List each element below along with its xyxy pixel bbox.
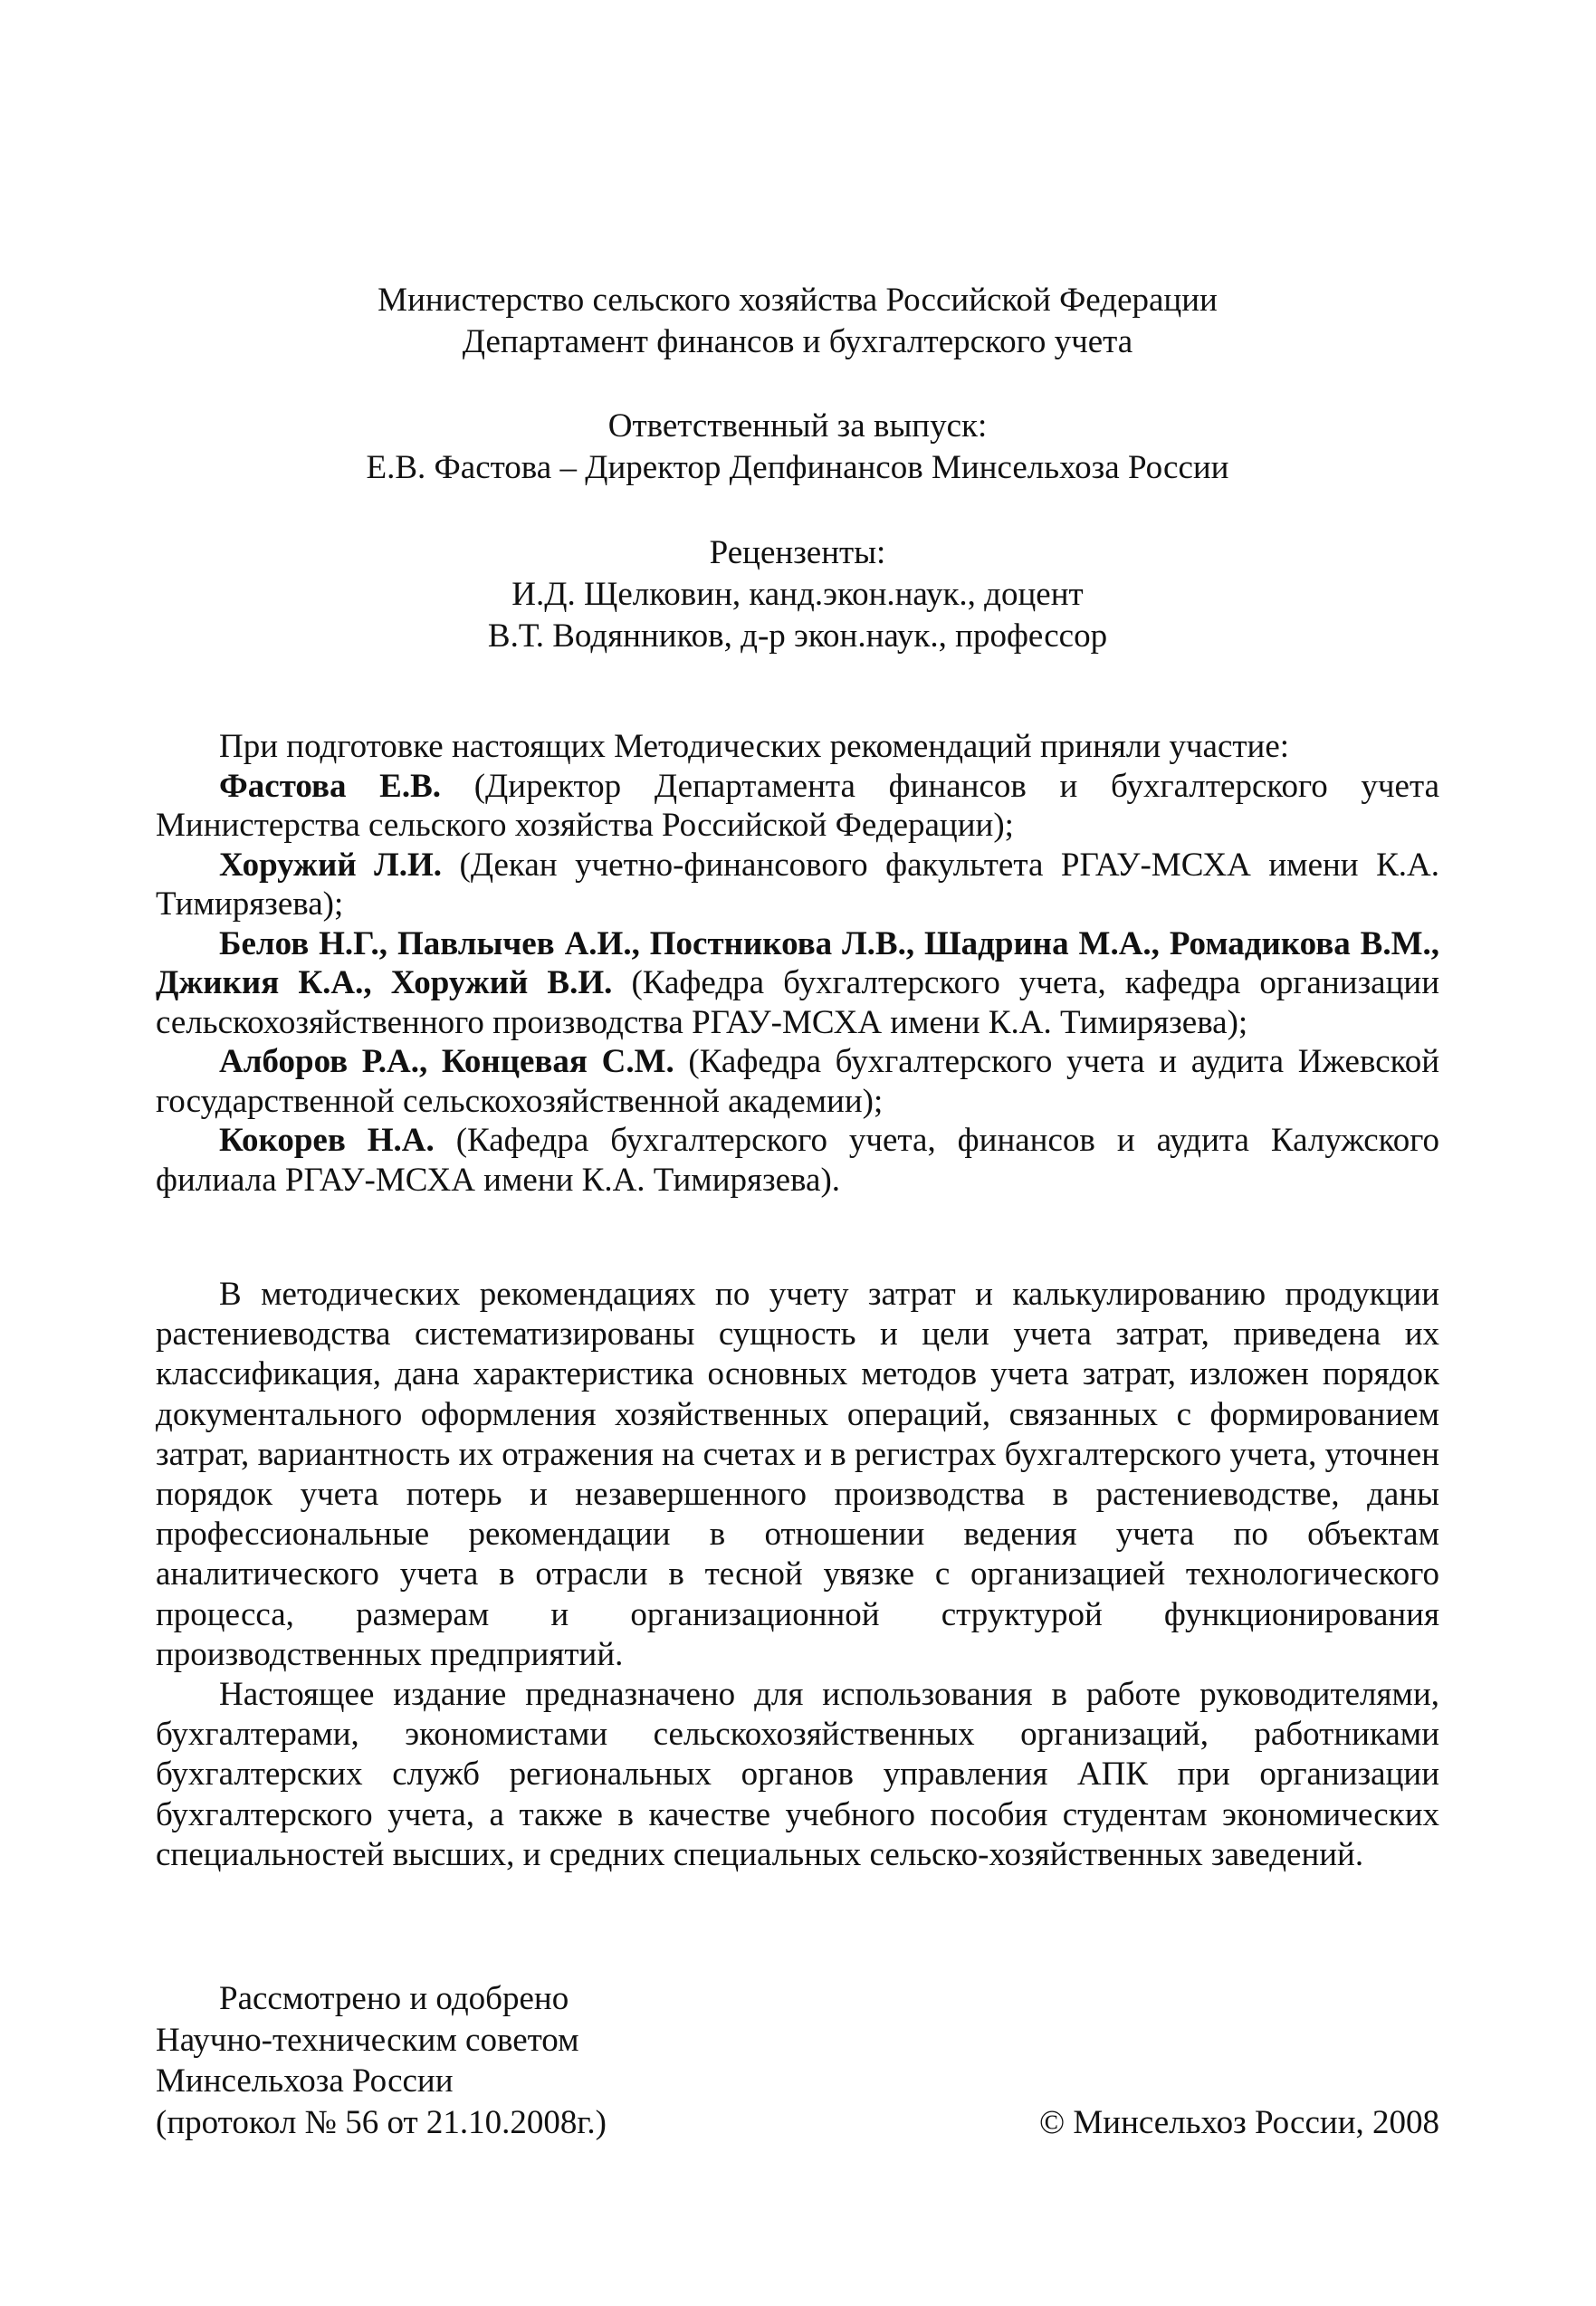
reviewer-1: И.Д. Щелковин, канд.экон.наук., доцент <box>511 576 1084 613</box>
ministry-header <box>156 280 1439 363</box>
participant-affiliation: (Декан учетно-финансового факультета РГАУ-МСХА имени К.А. Тимирязева); <box>156 846 1439 923</box>
summary-block <box>156 1275 1439 1875</box>
participants-block <box>156 727 1439 1200</box>
participant-names: Белов Н.Г., Павлычев А.И., Постникова Л.В., Шадрина М.А., Ромадикова В.М., Джикия К.А., Хоружий В.И. <box>156 924 1439 1001</box>
participant-affiliation: (Директор Департамента финансов и бухгалтерского учета Министерства сельского хозяйства Российской Федерации); <box>156 767 1439 844</box>
participant-entry <box>156 767 1439 846</box>
participant-entry <box>156 846 1439 924</box>
participant-affiliation: (Кафедра бухгалтерского учета и аудита Ижевской государственной сельскохозяйственной академии); <box>156 1043 1440 1120</box>
approval-line-4: (протокол № 56 от 21.10.2008г.) <box>156 2103 607 2141</box>
participant-entry <box>156 1121 1439 1200</box>
reviewers-title: Рецензенты: <box>709 534 886 571</box>
copyright-notice: © Минсельхоз России, 2008 <box>1039 2103 1439 2141</box>
ministry-name: Министерство сельского хозяйства Российской Федерации <box>377 282 1218 319</box>
summary-paragraph-2: Настоящее издание предназначено для использования в работе руководителями, бухгалтерами, экономистами сельскохозяйственных организаций, работниками бухгалтерских служб региональных органов управления АПК при организации бухгалтерского учета, а также в качестве учебного пособия студентам экономических специальностей высших, и средних специальных сельско-хозяйственных заведений. <box>156 1676 1439 1873</box>
department-name: Департамент финансов и бухгалтерского учета <box>462 323 1133 360</box>
responsible-editor-block <box>156 406 1439 489</box>
participant-entry <box>156 1042 1439 1121</box>
reviewers-block <box>156 532 1439 657</box>
approval-line-2: Научно-техническим советом <box>156 2021 579 2059</box>
participant-names: Алборов Р.А., Концевая С.М. <box>219 1043 674 1080</box>
document-page <box>156 0 1439 2306</box>
participant-affiliation: (Кафедра бухгалтерского учета, финансов и аудита Калужского филиала РГАУ-МСХА имени К.А. Тимирязева). <box>156 1122 1440 1199</box>
approval-line-3: Минсельхоза России <box>156 2062 454 2100</box>
responsible-title: Ответственный за выпуск: <box>607 407 988 445</box>
participant-names: Хоружий Л.И. <box>219 846 442 884</box>
responsible-person: Е.В. Фастова – Директор Депфинансов Минсельхоза России <box>366 449 1229 486</box>
approval-line-1: Рассмотрено и одобрено <box>219 1980 569 2017</box>
participants-intro: При подготовке настоящих Методических рекомендаций приняли участие: <box>219 728 1290 765</box>
approval-block <box>156 1978 1439 2143</box>
summary-paragraph-1: В методических рекомендациях по учету затрат и калькулированию продукции растениеводства систематизированы сущность и цели учета затрат, приведена их классификация, дана характеристика основных методов учета затрат, изложен порядок документального оформления хозяйственных операций, связанных с формированием затрат, вариантность их отражения на счетах и в регистрах бухгалтерского учета, уточнен порядок учета потерь и незавершенного производства в растениеводстве, даны профессиональные рекомендации в отношении ведения учета по объектам аналитического учета в отрасли в тесной увязке с организацией технологического процесса, размерам и организационной структурой функционирования производственных предприятий. <box>156 1276 1439 1673</box>
reviewer-2: В.Т. Водянников, д-р экон.наук., профессор <box>487 617 1108 655</box>
participant-names: Кокорев Н.А. <box>219 1122 435 1159</box>
participant-affiliation: (Кафедра бухгалтерского учета, кафедра организации сельскохозяйственного производства РГАУ-МСХА имени К.А. Тимирязева); <box>156 964 1440 1041</box>
participant-names: Фастова Е.В. <box>219 767 442 805</box>
participant-entry <box>156 924 1439 1043</box>
